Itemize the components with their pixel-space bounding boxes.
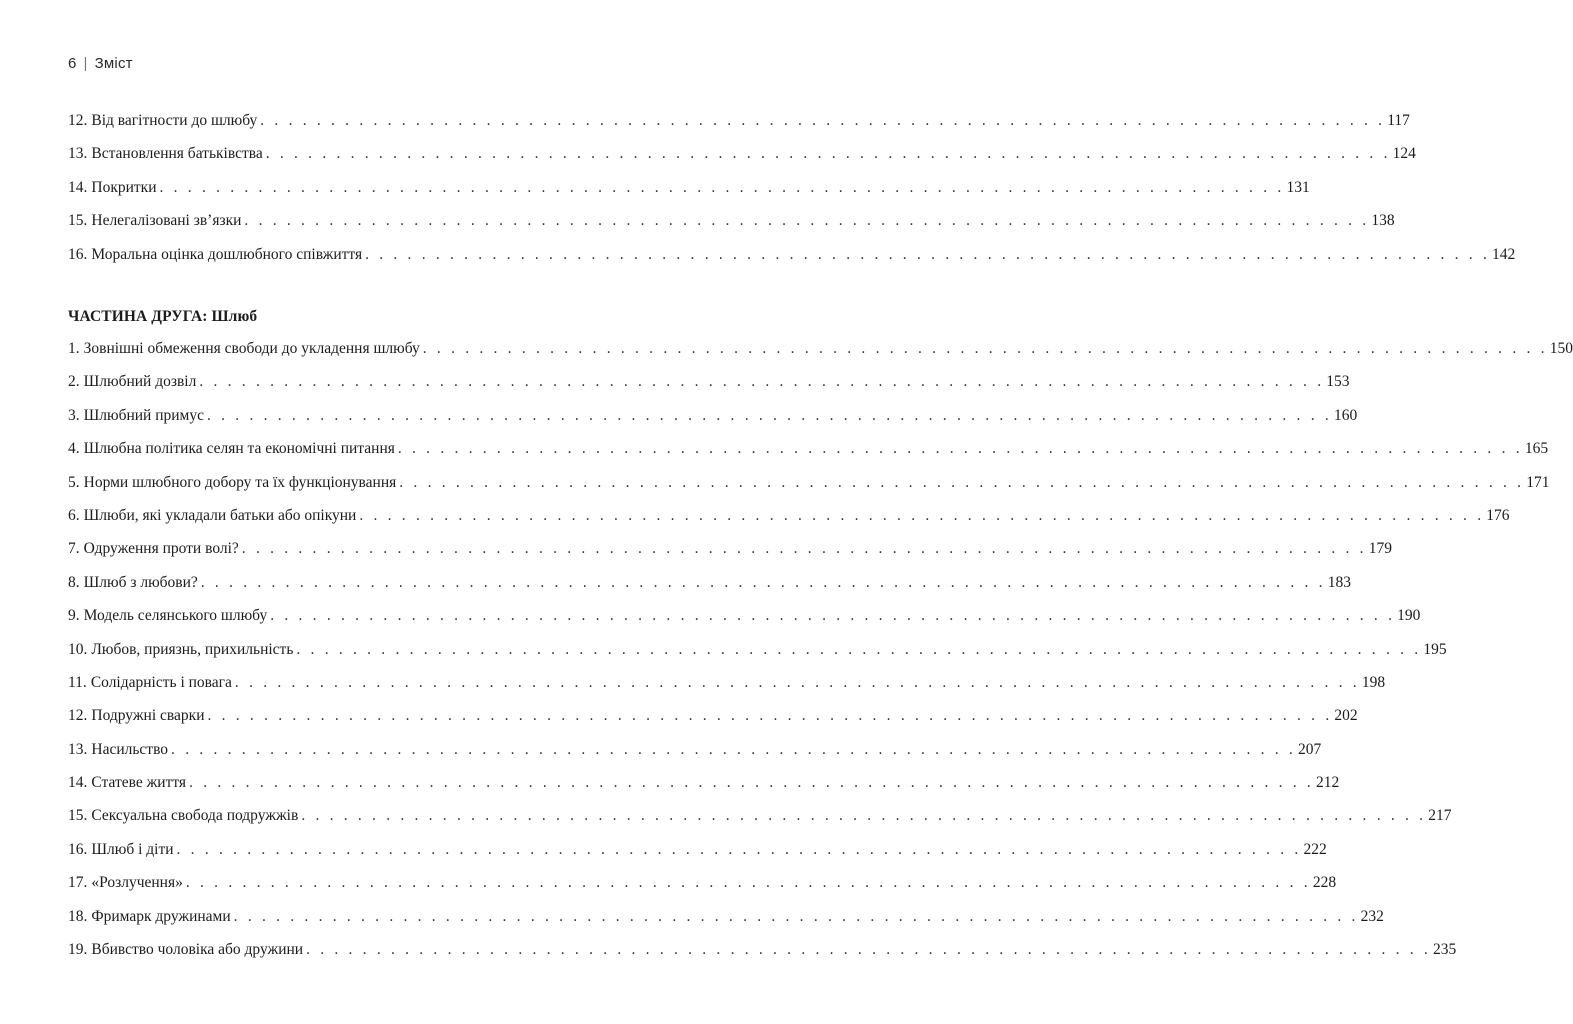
toc-entry-page: 195 — [1423, 640, 1447, 658]
toc-entry — [68, 373, 1350, 406]
toc-entry-page: 183 — [1327, 573, 1351, 591]
dot-leader: . . . . . . . . . . . . . . . . . . . . . . . . . . . . . . . . . . . . . . . . . . . . . . . . . . . . . . . . . . . . . . . . . . . . . . . . . . . . . . . . — [234, 673, 1360, 691]
toc-entry — [68, 178, 1310, 212]
dot-leader: . . . . . . . . . . . . . . . . . . . . . . . . . . . . . . . . . . . . . . . . . . . . . . . . . . . . . . . . . . . . . . . . . . . . . . . . . . . . . . . . — [171, 740, 1296, 758]
toc-entry-number: 16. — [68, 245, 88, 263]
toc-entry-page: 150 — [1549, 340, 1573, 357]
toc-entry-title: Зовнішні обмеження свободи до укладення шлюбу — [83, 340, 420, 357]
toc-entry-page: 202 — [1334, 707, 1358, 725]
dot-leader: . . . . . . . . . . . . . . . . . . . . . . . . . . . . . . . . . . . . . . . . . . . . . . . . . . . . . . . . . . . . . . . . . . . . . . . . . . . . . . . . — [296, 640, 1422, 658]
dot-leader: . . . . . . . . . . . . . . . . . . . . . . . . . . . . . . . . . . . . . . . . . . . . . . . . . . . . . . . . . . . . . . . . . . . . . . . . . . . . . . . . — [397, 440, 1523, 458]
dot-leader: . . . . . . . . . . . . . . . . . . . . . . . . . . . . . . . . . . . . . . . . . . . . . . . . . . . . . . . . . . . . . . . . . . . . . . . . . . . . . . . . — [176, 840, 1302, 858]
toc-entry — [68, 406, 1358, 440]
toc-entry-title: Моральна оцінка дошлюбного співжиття — [91, 245, 363, 263]
toc-entry — [68, 473, 1550, 507]
dot-leader: . . . . . . . . . . . . . . . . . . . . . . . . . . . . . . . . . . . . . . . . . . . . . . . . . . . . . . . . . . . . . . . . . . . . . . . . . . . . . . . . — [260, 112, 1386, 129]
toc-entry-title: Модель селянського шлюбу — [83, 607, 268, 625]
toc-entry-title: Подружні сварки — [91, 707, 205, 725]
toc-entry — [68, 941, 1457, 974]
toc-entry-number: 14. — [68, 178, 88, 196]
toc-entry-page: 117 — [1387, 112, 1410, 129]
toc-entry — [68, 807, 1452, 840]
toc-entry-number: 4. — [68, 440, 80, 458]
toc-entry — [68, 340, 1573, 373]
toc-entry-title: Сексуальна свобода подружжів — [91, 807, 299, 825]
toc-entry-title: Вбивство чоловіка або дружини — [91, 941, 304, 959]
toc-entry-number: 2. — [68, 373, 80, 391]
toc-entry-page: 176 — [1486, 506, 1510, 524]
toc-entry — [68, 640, 1447, 674]
toc-entry-page: 190 — [1397, 607, 1421, 625]
toc-entry — [68, 874, 1337, 907]
toc-entry-title: Шлюбний дозвіл — [83, 373, 197, 391]
toc-entry — [68, 907, 1384, 941]
dot-leader: . . . . . . . . . . . . . . . . . . . . . . . . . . . . . . . . . . . . . . . . . . . . . . . . . . . . . . . . . . . . . . . . . . . . . . . . . . . . . . . . — [422, 340, 1548, 357]
toc-entry-page: 228 — [1312, 874, 1337, 892]
toc-entry-number: 14. — [68, 774, 88, 792]
toc-entry-number: 17. — [68, 874, 88, 892]
toc-entry-page: 171 — [1526, 473, 1550, 491]
toc-entry-number: 12. — [68, 112, 88, 129]
toc-entry-title: Насильство — [91, 740, 169, 758]
toc-entry-page: 217 — [1428, 807, 1452, 825]
toc-entry-number: 9. — [68, 607, 80, 625]
dot-leader: . . . . . . . . . . . . . . . . . . . . . . . . . . . . . . . . . . . . . . . . . . . . . . . . . . . . . . . . . . . . . . . . . . . . . . . . . . . . . . . . — [159, 178, 1285, 196]
dot-leader: . . . . . . . . . . . . . . . . . . . . . . . . . . . . . . . . . . . . . . . . . . . . . . . . . . . . . . . . . . . . . . . . . . . . . . . . . . . . . . . . — [185, 874, 1311, 892]
toc-entry-title: Шлюб і діти — [91, 840, 174, 858]
toc-entry-title: Одруження проти волі? — [83, 540, 239, 558]
toc-entry — [68, 145, 1416, 178]
toc-entry — [68, 774, 1340, 807]
toc-entry-page: 179 — [1368, 540, 1392, 558]
part-two-heading: ЧАСТИНА ДРУГА: Шлюб — [68, 308, 258, 325]
dot-leader: . . . . . . . . . . . . . . . . . . . . . . . . . . . . . . . . . . . . . . . . . . . . . . . . . . . . . . . . . . . . . . . . . . . . . . . . . . . . . . . . — [189, 774, 1315, 792]
toc-entry-page: 198 — [1361, 673, 1386, 691]
dot-leader: . . . . . . . . . . . . . . . . . . . . . . . . . . . . . . . . . . . . . . . . . . . . . . . . . . . . . . . . . . . . . . . . . . . . . . . . . . . . . . . . — [200, 573, 1326, 591]
dot-leader: . . . . . . . . . . . . . . . . . . . . . . . . . . . . . . . . . . . . . . . . . . . . . . . . . . . . . . . . . . . . . . . . . . . . . . . . . . . . . . . . — [233, 907, 1359, 925]
toc-entry-title: Шлюби, які укладали батьки або опікуни — [83, 506, 357, 524]
toc-entry — [68, 673, 1386, 707]
toc-entry-number: 15. — [68, 807, 88, 825]
running-header — [68, 55, 133, 72]
dot-leader: . . . . . . . . . . . . . . . . . . . . . . . . . . . . . . . . . . . . . . . . . . . . . . . . . . . . . . . . . . . . . . . . . . . . . . . . . . . . . . . . — [359, 506, 1485, 524]
toc-entry-title: Шлюбна політика селян та економічні питання — [83, 440, 395, 458]
toc-entry-number: 13. — [68, 740, 88, 758]
toc-entry-page: 153 — [1326, 373, 1350, 391]
toc-entry-title: Любов, приязнь, прихильність — [91, 640, 294, 658]
toc-list-part-two — [68, 340, 1573, 974]
dot-leader: . . . . . . . . . . . . . . . . . . . . . . . . . . . . . . . . . . . . . . . . . . . . . . . . . . . . . . . . . . . . . . . . . . . . . . . . . . . . . . . . — [241, 540, 1367, 558]
toc-entry — [68, 573, 1351, 607]
toc-entry-number: 3. — [68, 406, 80, 424]
toc-entry-number: 15. — [68, 212, 88, 230]
toc-entry-page: 235 — [1433, 941, 1457, 959]
dot-leader: . . . . . . . . . . . . . . . . . . . . . . . . . . . . . . . . . . . . . . . . . . . . . . . . . . . . . . . . . . . . . . . . . . . . . . . . . . . . . . . . — [365, 245, 1491, 263]
section-title: Зміст — [94, 55, 133, 72]
toc-entry-number: 6. — [68, 506, 80, 524]
toc-entry-page: 124 — [1392, 145, 1416, 163]
toc-entry-number: 19. — [68, 941, 88, 959]
toc-entry-number: 11. — [68, 673, 87, 691]
toc-entry-title: Встановлення батьківства — [91, 145, 263, 163]
toc-entry-number: 7. — [68, 540, 80, 558]
toc-entry — [68, 840, 1327, 874]
toc-entry — [68, 707, 1358, 740]
toc-entry-title: Фримарк дружинами — [91, 907, 231, 925]
toc-entry-title: Покритки — [91, 178, 157, 196]
dot-leader: . . . . . . . . . . . . . . . . . . . . . . . . . . . . . . . . . . . . . . . . . . . . . . . . . . . . . . . . . . . . . . . . . . . . . . . . . . . . . . . . — [207, 707, 1333, 725]
toc-entry-page: 142 — [1492, 245, 1516, 263]
toc-entry-title: Шлюбний примус — [83, 406, 204, 424]
toc-entry-number: 10. — [68, 640, 88, 658]
toc-entry-page: 165 — [1524, 440, 1549, 458]
toc-entry-number: 18. — [68, 907, 88, 925]
toc-entry — [68, 607, 1421, 640]
toc-entry-title: Статеве життя — [91, 774, 187, 792]
toc-entry-page: 138 — [1371, 212, 1395, 230]
toc-entry-title: Нелегалізовані зв’язки — [91, 212, 242, 230]
dot-leader: . . . . . . . . . . . . . . . . . . . . . . . . . . . . . . . . . . . . . . . . . . . . . . . . . . . . . . . . . . . . . . . . . . . . . . . . . . . . . . . . — [301, 807, 1427, 825]
toc-entry — [68, 212, 1395, 245]
toc-entry — [68, 540, 1392, 573]
toc-entry-number: 8. — [68, 573, 80, 591]
dot-leader: . . . . . . . . . . . . . . . . . . . . . . . . . . . . . . . . . . . . . . . . . . . . . . . . . . . . . . . . . . . . . . . . . . . . . . . . . . . . . . . . — [265, 145, 1391, 163]
page-number: 6 — [68, 55, 77, 72]
toc-entry-page: 207 — [1297, 740, 1322, 758]
toc-entry-title: Солідарність і повага — [90, 673, 232, 691]
toc-entry-number: 13. — [68, 145, 88, 163]
toc-entry-title: «Розлучення» — [91, 874, 183, 892]
dot-leader: . . . . . . . . . . . . . . . . . . . . . . . . . . . . . . . . . . . . . . . . . . . . . . . . . . . . . . . . . . . . . . . . . . . . . . . . . . . . . . . . — [399, 473, 1525, 491]
toc-entry — [68, 112, 1410, 145]
toc-entry-page: 160 — [1333, 406, 1358, 424]
dot-leader: . . . . . . . . . . . . . . . . . . . . . . . . . . . . . . . . . . . . . . . . . . . . . . . . . . . . . . . . . . . . . . . . . . . . . . . . . . . . . . . . — [244, 212, 1370, 230]
toc-entry-page: 212 — [1316, 774, 1340, 792]
dot-leader: . . . . . . . . . . . . . . . . . . . . . . . . . . . . . . . . . . . . . . . . . . . . . . . . . . . . . . . . . . . . . . . . . . . . . . . . . . . . . . . . — [207, 406, 1332, 424]
toc-entry — [68, 506, 1510, 540]
toc-entry-title: Норми шлюбного добору та їх функціонування — [83, 473, 397, 491]
toc-entry-title: Від вагітности до шлюбу — [91, 112, 258, 129]
toc-entry-page: 232 — [1360, 907, 1384, 925]
toc-entry-number: 12. — [68, 707, 88, 725]
dot-leader: . . . . . . . . . . . . . . . . . . . . . . . . . . . . . . . . . . . . . . . . . . . . . . . . . . . . . . . . . . . . . . . . . . . . . . . . . . . . . . . . — [306, 941, 1432, 959]
toc-entry — [68, 740, 1322, 774]
toc-entry-number: 16. — [68, 840, 88, 858]
toc-list-part-one — [68, 112, 1516, 279]
toc-entry — [68, 245, 1516, 279]
toc-entry-page: 222 — [1303, 840, 1327, 858]
toc-entry-number: 1. — [68, 340, 80, 357]
dot-leader: . . . . . . . . . . . . . . . . . . . . . . . . . . . . . . . . . . . . . . . . . . . . . . . . . . . . . . . . . . . . . . . . . . . . . . . . . . . . . . . . — [199, 373, 1325, 391]
toc-entry — [68, 440, 1549, 473]
toc-entry-title: Шлюб з любови? — [83, 573, 198, 591]
dot-leader: . . . . . . . . . . . . . . . . . . . . . . . . . . . . . . . . . . . . . . . . . . . . . . . . . . . . . . . . . . . . . . . . . . . . . . . . . . . . . . . . — [270, 607, 1396, 625]
header-separator: | — [83, 55, 88, 72]
toc-entry-number: 5. — [68, 473, 80, 491]
toc-entry-page: 131 — [1286, 178, 1310, 196]
